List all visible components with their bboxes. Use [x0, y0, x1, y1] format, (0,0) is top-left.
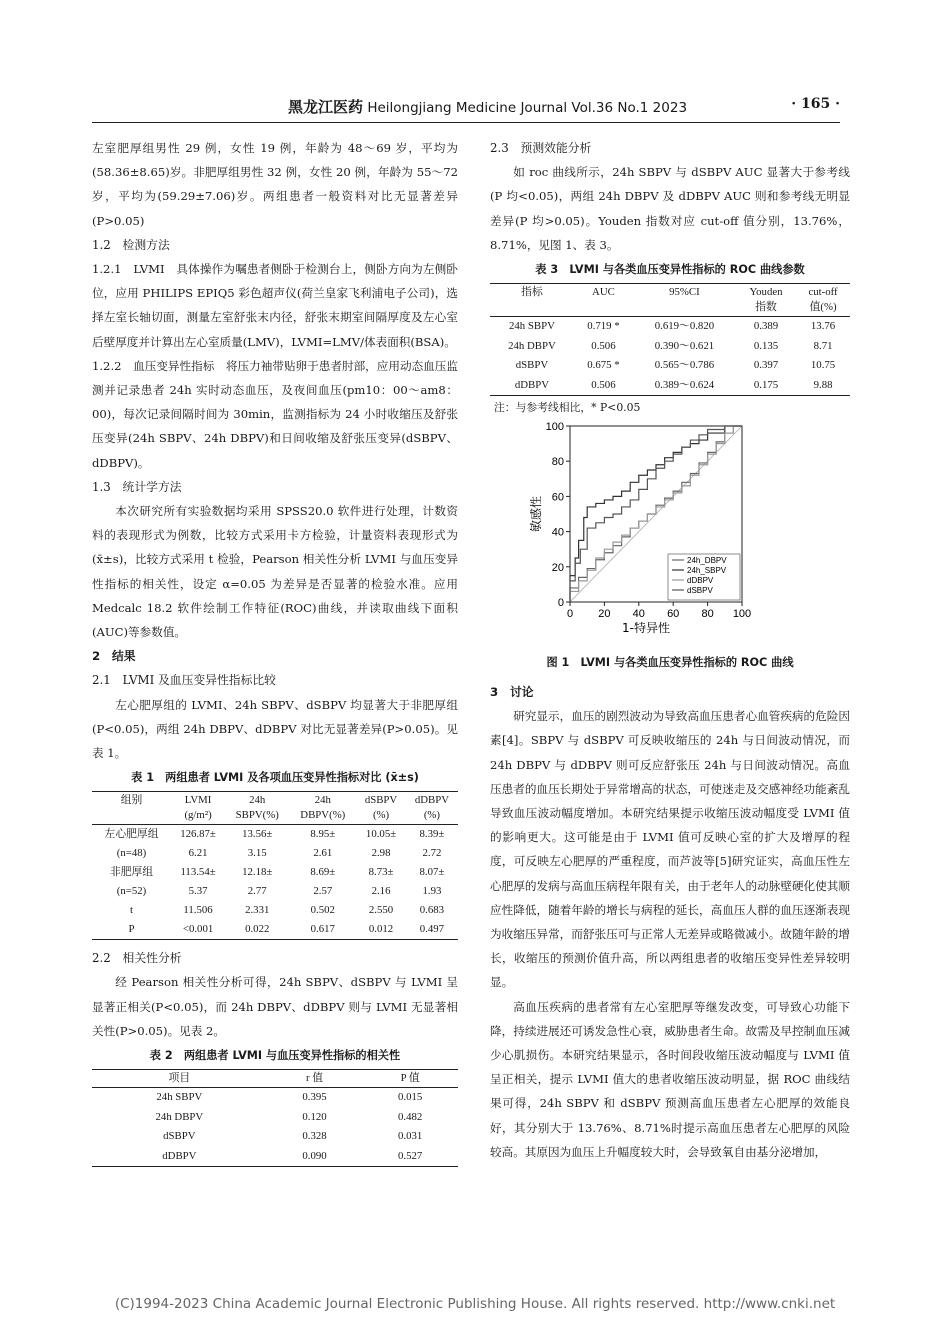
table-row — [92, 901, 458, 920]
table-cell: 8.71 — [813, 339, 833, 352]
table3-note: 注：与参考线相比，* P<0.05 — [494, 401, 641, 415]
table-cell: 2.98 — [371, 847, 391, 860]
table-row — [92, 844, 458, 863]
header-line: (%) — [423, 809, 441, 822]
header-line: SBPV(%) — [235, 809, 279, 822]
table-header-cell — [225, 792, 289, 825]
table-row — [490, 317, 850, 337]
y-tick-label: 100 — [545, 421, 564, 434]
y-tick-label: 80 — [551, 456, 564, 469]
table-header-cell — [92, 792, 171, 825]
journal-name: 黑龙江医药 — [288, 98, 364, 116]
table-row — [92, 920, 458, 940]
table-cell: 10.75 — [810, 359, 836, 372]
table-cell: 24h DBPV — [155, 1110, 204, 1123]
table-cell: 0.015 — [398, 1091, 423, 1104]
header-line: (g/m²) — [184, 809, 212, 822]
legend-label: dDBPV — [687, 576, 714, 586]
table-row — [92, 882, 458, 901]
table-row — [92, 1147, 458, 1167]
section-heading: 1.3 统计学方法 — [92, 479, 182, 494]
page-number: · 165 · — [791, 96, 840, 112]
table-cell: 0.619～0.820 — [654, 320, 715, 333]
header-line: 指标 — [521, 286, 543, 299]
header-line: LVMI — [184, 794, 212, 807]
table-cell: 2.16 — [371, 885, 391, 898]
table-cell: (n=48) — [116, 847, 147, 860]
table-cell: 12.18± — [242, 866, 273, 879]
header-line: DBPV(%) — [300, 809, 346, 822]
y-tick-label: 60 — [551, 491, 564, 504]
table-row — [92, 863, 458, 882]
paragraph: 如 roc 曲线所示，24h SBPV 与 dSBPV AUC 显著大于参考线(P 均<0.05)，两组 24h DBPV 及 dDBPV AUC 则和参考线无明显差异(P 均>0.05)。Youden 指数对应 cut-off 值分别，13.76%，8.71%，见图 1、表 3。 — [490, 165, 850, 252]
table-cell: 2.550 — [368, 904, 394, 917]
header-line — [635, 300, 734, 315]
header-line: 24h — [249, 794, 266, 807]
table-cell: dSBPV — [163, 1130, 196, 1143]
table-cell: 0.675 * — [587, 359, 620, 372]
paragraph: 1.2.2 血压变异性指标 将压力袖带贴卵于患者肘部，应用动态血压监测并记录患者 24h 实时动态血压，及夜间血压(pm10：00～am8：00)，每次记录间隔时间为 30min，监测指标为 24 小时收缩压及舒张压变异(24h SBPV、24h DBPV)和日间收缩及舒张压变异(dSBPV、dDBPV)。 — [92, 358, 458, 470]
table-cell: 8.95± — [310, 828, 336, 841]
table-header-cell — [574, 284, 633, 317]
table-cell: 8.07± — [419, 866, 445, 879]
x-axis-label: 1-特异性 — [622, 621, 670, 636]
section-heading: 2 结果 — [92, 649, 136, 664]
journal-name-en: Heilongjiang Medicine Journal Vol.36 No.1 2023 — [367, 100, 688, 116]
figure1-caption: 图 1 LVMI 与各类血压变异性指标的 ROC 曲线 — [546, 656, 794, 670]
section-heading: 3 讨论 — [490, 685, 534, 700]
paragraph: 研究显示，血压的剧烈波动为导致高血压患者心血管疾病的危险因素[4]。SBPV 与 dSBPV 可反映收缩压的 24h 与日间波动情况，而 24h DBPV 与 dDBPV 则可反应舒张压 24h 与日间波动情况。高血压患者的血压长期处于异常增高的状态，可使迷走及交感神经功能紊乱导致血压波动幅度增加。本研究结果提示收缩压波动幅度受 LVMI 值的影响更大。这可能是由于 LVMI 值可反映心室的扩大及增厚的程度，可反映左心肥厚的严重程度，而芦波等[5]研究证实，高血压性左心肥厚的发病与高血压病程年限有关，由于老年人的动脉壁硬化使其顺应性降低，随着年龄的增长与病程的延长，高血压人群的血压逐渐表现为收缩压异常，而舒张压可与正常人无差异或略微减小。故随年龄的增长，收缩压的预测价值升高，所以两组患者的收缩压变异性差异较明显。 — [490, 709, 850, 990]
copyright-footer: (C)1994-2023 China Academic Journal Electronic Publishing House. All rights reserved. http://www.cnki.net — [114, 1296, 836, 1312]
paragraph: 高血压疾病的患者常有左心室肥厚等继发改变，可导致心功能下降，持续进展还可诱发急性心衰，威胁患者生命。故需及早控制血压减少心肌损伤。本研究结果显示，各时间段收缩压波动幅度与 LVMI 值呈正相关，提示 LVMI 值大的患者收缩压波动明显，据 ROC 曲线结果可得，24h SBPV 和 dSBPV 预测高血压患者左心肥厚的效能良好，其分别大于 13.76%、8.71%时提示高血压患者左心肥厚的风险较高。其原因为血压上升幅度较大时，会导致氧自由基分泌增加， — [490, 999, 850, 1159]
table-header-cell — [171, 792, 225, 825]
table-header-cell: P 值 — [362, 1070, 458, 1088]
table-header-cell: r 值 — [267, 1070, 363, 1088]
header-line: dDBPV — [414, 794, 450, 807]
table-cell: 0.395 — [302, 1091, 327, 1104]
table-cell: 24h SBPV — [509, 320, 555, 333]
table-header-cell — [736, 284, 796, 317]
table-cell: 0.135 — [753, 339, 779, 352]
table-cell: P — [128, 923, 135, 936]
journal-title — [288, 96, 687, 117]
table-row — [490, 337, 850, 357]
table-cell: 0.090 — [302, 1149, 327, 1162]
table-cell: 113.54± — [180, 866, 216, 879]
table-cell: 10.05± — [365, 828, 397, 841]
legend-label: 24h_SBPV — [687, 566, 727, 576]
table1 — [92, 791, 458, 940]
y-tick-label: 0 — [557, 597, 564, 610]
table-cell: 0.683 — [419, 904, 445, 917]
table-cell: 2.72 — [422, 847, 442, 860]
table-cell: t — [130, 904, 134, 917]
table-header-cell — [289, 792, 356, 825]
table2 — [92, 1069, 458, 1167]
header-line: dSBPV — [364, 794, 398, 807]
table-cell: 0.031 — [398, 1130, 423, 1143]
paragraph: 左心肥厚组的 LVMI、24h SBPV、dSBPV 均显著大于非肥厚组(P<0.05)，两组 24h DBPV、dDBPV 对比无显著差异(P>0.05)。见表 1。 — [92, 697, 458, 761]
y-tick-label: 20 — [551, 561, 564, 574]
section-heading: 2.3 预测效能分析 — [490, 141, 592, 155]
table-cell: 0.120 — [302, 1110, 327, 1123]
paragraph: 左室肥厚组男性 29 例，女性 19 例，年龄为 48～69 岁，平均为(58.36±8.65)岁。非肥厚组男性 32 例，女性 20 例，年龄为 55～72 岁，平均为(59.29±7.06)岁。两组患者一般资料对比无显著差异(P>0.05) — [92, 141, 458, 228]
legend-label: dSBPV — [687, 586, 713, 596]
x-tick-label: 80 — [701, 608, 714, 621]
table-cell: 0.617 — [310, 923, 335, 936]
table-header-cell — [406, 792, 458, 825]
table-cell: 0.012 — [368, 923, 394, 936]
table-cell: 0.719 * — [587, 320, 620, 333]
table-cell: 2.61 — [313, 847, 333, 860]
left-column — [92, 136, 458, 1167]
header-line — [492, 300, 572, 315]
table-cell: 13.76 — [810, 320, 836, 333]
header-line: Youden — [749, 286, 783, 299]
header-line: cut-off — [808, 286, 838, 299]
table-row — [92, 825, 458, 845]
table-cell: 0.482 — [398, 1110, 423, 1123]
table-cell: 0.497 — [419, 923, 445, 936]
table-cell: 5.37 — [188, 885, 208, 898]
table-cell: 126.87± — [180, 828, 216, 841]
x-tick-label: 20 — [598, 608, 611, 621]
table-header-cell — [796, 284, 850, 317]
table-header-cell — [490, 284, 574, 317]
table-row — [92, 1088, 458, 1108]
table-cell: 3.15 — [247, 847, 267, 860]
x-tick-label: 0 — [566, 608, 574, 621]
header-line — [94, 808, 169, 823]
paragraph: 经 Pearson 相关性分析可得，24h SBPV、dSBPV 与 LVMI 呈显著正相关(P<0.05)，而 24h DBPV、dDBPV 则与 LVMI 无显著相关性(P>0.05)。见表 2。 — [92, 975, 458, 1038]
table-cell: 0.390～0.621 — [654, 339, 715, 352]
table-cell: 非肥厚组 — [109, 866, 154, 879]
header-line: AUC — [592, 286, 615, 299]
table3-caption: 表 3 LVMI 与各类血压变异性指标的 ROC 曲线参数 — [535, 263, 805, 277]
table-cell: 24h SBPV — [156, 1091, 203, 1104]
table3 — [490, 283, 850, 396]
table-cell: <0.001 — [182, 923, 214, 936]
table-cell: 8.69± — [310, 866, 336, 879]
paragraph: 本次研究所有实验数据均采用 SPSS20.0 软件进行处理，计数资料的表现形式为例数，比较方式采用卡方检验，计量资料表现形式为(x̄±s)，比较方式采用 t 检验，Pearson 相关性分析 LVMI 与血压变异性指标的相关性，设定 α=0.05 为差异是否显著的检验水准。应用 Medcalc 18.2 软件绘制工作特征(ROC)曲线，并读取曲线下面积(AUC)等参数值。 — [92, 504, 458, 640]
table-cell: 1.93 — [422, 885, 442, 898]
table-cell: 0.175 — [753, 378, 779, 391]
roc-chart-svg — [490, 418, 850, 646]
table-cell: 2.331 — [245, 904, 270, 917]
table-cell: 8.39± — [419, 828, 445, 841]
table-row — [92, 1127, 458, 1147]
table-cell: 9.88 — [813, 378, 833, 391]
legend-label: 24h_DBPV — [687, 556, 727, 566]
header-line: 95%CI — [669, 286, 700, 299]
x-tick-label: 60 — [667, 608, 680, 621]
table-cell: 左心肥厚组 — [104, 828, 159, 841]
x-tick-label: 40 — [632, 608, 645, 621]
table-cell: 13.56± — [242, 828, 273, 841]
table-cell: 0.397 — [753, 359, 779, 372]
y-axis-label: 敏感性 — [529, 496, 543, 533]
x-tick-label: 100 — [732, 608, 752, 621]
roc-chart — [490, 418, 850, 646]
header-line — [576, 300, 631, 315]
header-line: 值(%) — [809, 301, 837, 314]
section-heading: 2.2 相关性分析 — [92, 951, 182, 966]
table-cell: dDBPV — [162, 1149, 197, 1162]
header-line: 组别 — [120, 794, 143, 807]
table-cell: 24h DBPV — [508, 339, 556, 352]
table-header-cell: 项目 — [92, 1070, 267, 1088]
table-header-cell — [356, 792, 406, 825]
table-cell: 6.21 — [188, 847, 208, 860]
paragraph: 1.2.1 LVMI 具体操作为嘱患者侧卧于检测台上，侧卧方向为左侧卧位，应用 PHILIPS EPIQ5 彩色超声仪(荷兰皇家飞利浦电子公司)，选择左室长轴切面，测量左室舒张末内径，舒张末期室间隔厚度及左心室后壁厚度并计算出左心室质量(LMV)，LVMI=LMV/体表面积(BSA)。 — [92, 262, 458, 349]
table-cell: 0.502 — [310, 904, 335, 917]
table-cell: 2.57 — [313, 885, 333, 898]
table-cell: dDBPV — [514, 378, 550, 391]
header-line: 24h — [314, 794, 331, 807]
right-column — [490, 136, 850, 1164]
table-cell: 0.022 — [245, 923, 270, 936]
y-tick-label: 40 — [551, 526, 564, 539]
table-row — [490, 376, 850, 396]
header-line: 指数 — [755, 301, 777, 314]
table1-caption: 表 1 两组患者 LVMI 及各项血压变异性指标对比 (x̄±s) — [131, 771, 419, 785]
section-heading: 2.1 LVMI 及血压变异性指标比较 — [92, 673, 276, 688]
table-header-cell — [633, 284, 736, 317]
table-cell: 0.328 — [302, 1130, 327, 1143]
table2-caption: 表 2 两组患者 LVMI 与血压变异性指标的相关性 — [149, 1049, 401, 1063]
header-line: (%) — [372, 809, 390, 822]
running-header — [92, 94, 840, 123]
table-row — [92, 1108, 458, 1128]
table-cell: 8.73± — [368, 866, 394, 879]
table-cell: 0.565～0.786 — [654, 359, 715, 372]
table-cell: 0.527 — [398, 1149, 423, 1162]
table-cell: 2.77 — [247, 885, 267, 898]
table-cell: 0.506 — [591, 378, 616, 391]
table-cell: 0.389 — [753, 320, 779, 333]
table-cell: dSBPV — [515, 359, 549, 372]
section-heading: 1.2 检测方法 — [92, 237, 170, 252]
table-cell: 0.506 — [591, 339, 616, 352]
table-row — [490, 356, 850, 376]
table-cell: 11.506 — [183, 904, 213, 917]
table-cell: 0.389～0.624 — [654, 378, 715, 391]
table-cell: (n=52) — [116, 885, 147, 898]
